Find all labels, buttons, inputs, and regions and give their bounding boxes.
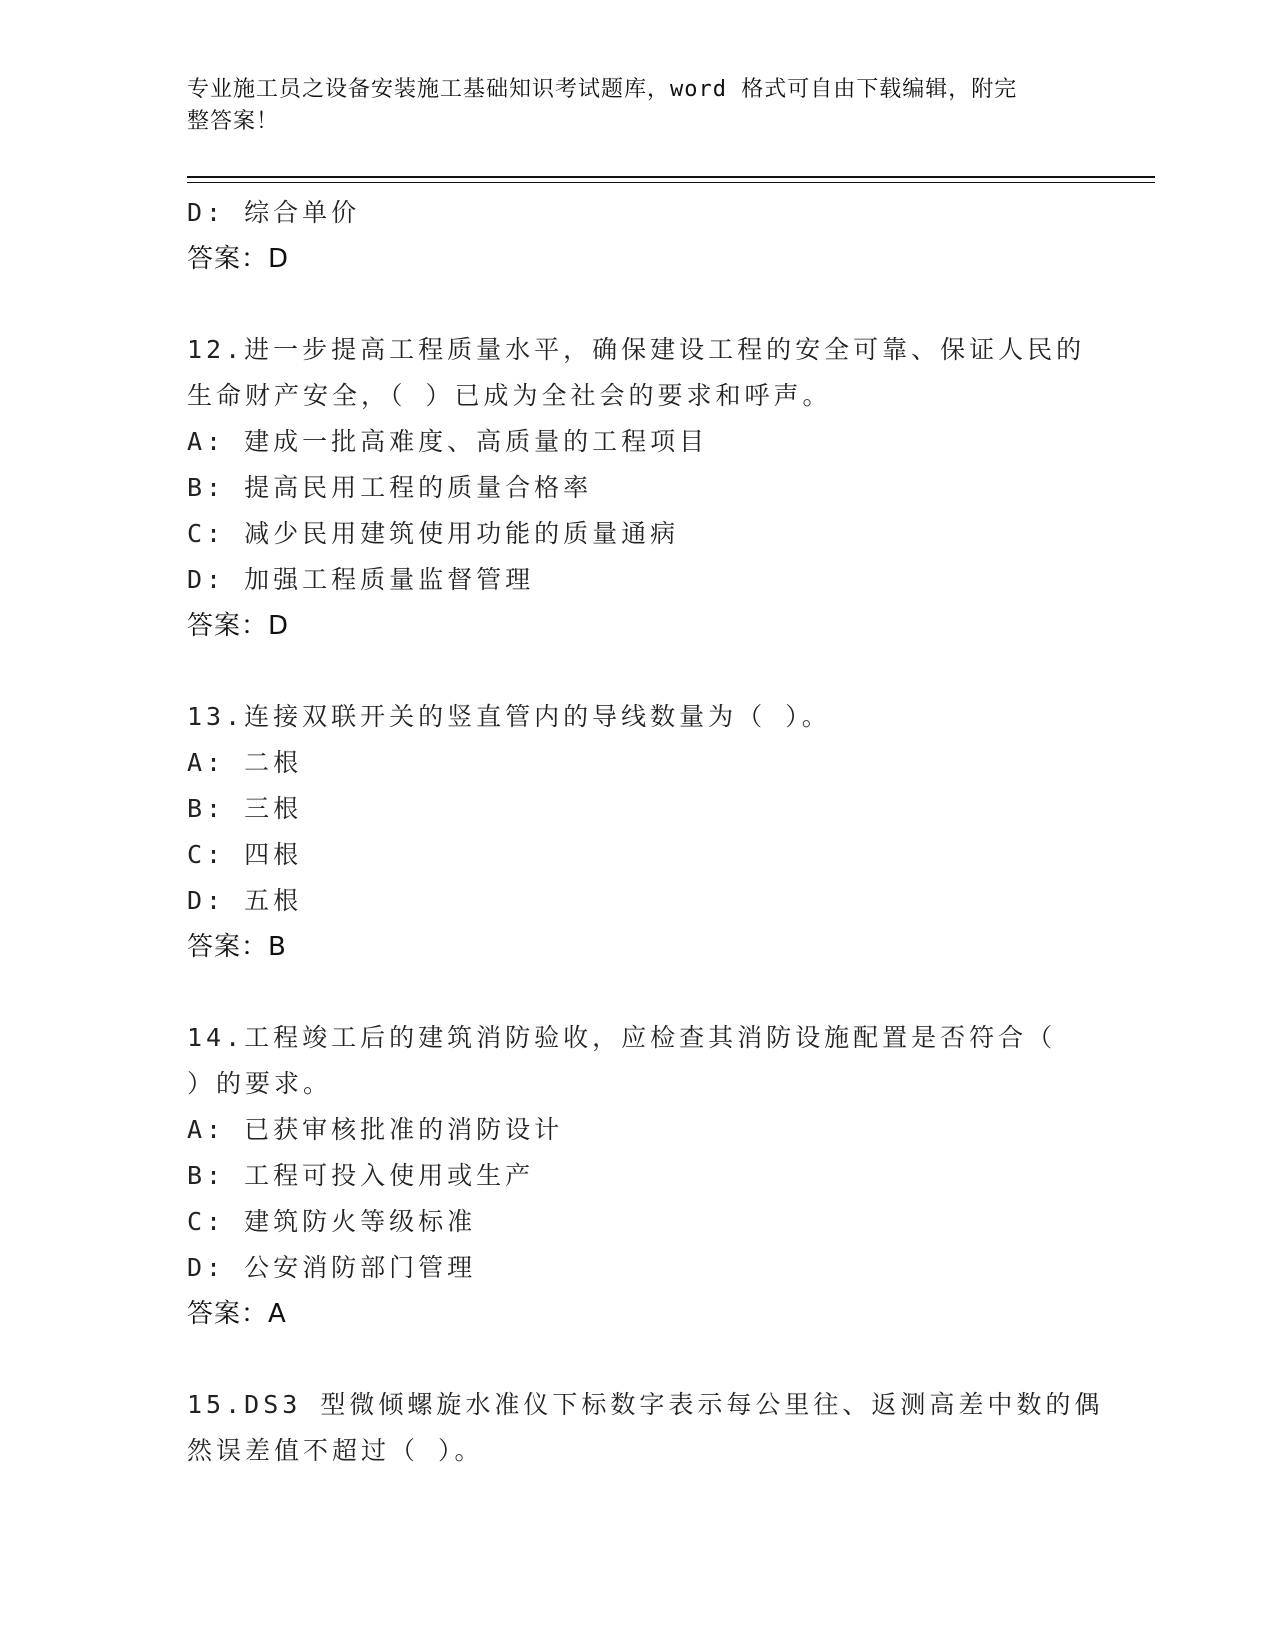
question-stem-line: 然误差值不超过（ ）。 (187, 1436, 484, 1465)
option-a: A: 已获审核批准的消防设计 (187, 1115, 564, 1144)
header-divider-thin (187, 182, 1155, 183)
spacer (187, 649, 1087, 694)
question-stem-line: ）的要求。 (187, 1069, 333, 1098)
question-stem-line: 生命财产安全，（ ）已成为全社会的要求和呼声。 (187, 381, 832, 410)
question-stem-line: 15.DS3 型微倾螺旋水准仪下标数字表示每公里往、返测高差中数的偶 (187, 1390, 1104, 1419)
option-b: B: 三根 (187, 794, 303, 823)
spacer (187, 282, 1087, 327)
option-d: D: 五根 (187, 886, 303, 915)
option-c: C: 减少民用建筑使用功能的质量通病 (187, 519, 680, 548)
answer: 答案：B (187, 932, 287, 962)
spacer (187, 1337, 1087, 1382)
option-b: B: 提高民用工程的质量合格率 (187, 473, 593, 502)
option-b: B: 工程可投入使用或生产 (187, 1161, 535, 1190)
option-c: C: 建筑防火等级标准 (187, 1207, 477, 1236)
spacer (187, 970, 1087, 1015)
option-d: D: 加强工程质量监督管理 (187, 565, 535, 594)
option-a: A: 建成一批高难度、高质量的工程项目 (187, 427, 709, 456)
option-d: D: 公安消防部门管理 (187, 1253, 477, 1282)
header-title-line-2: 整答案！ (187, 109, 280, 134)
header-divider-thick (187, 176, 1155, 178)
option-a: A: 二根 (187, 748, 303, 777)
prev-answer: 答案：D (187, 244, 290, 274)
answer: 答案：A (187, 1299, 287, 1329)
question-14 (187, 1015, 1087, 1337)
answer: 答案：D (187, 611, 290, 641)
question-stem-line: 13.连接双联开关的竖直管内的导线数量为（ ）。 (187, 702, 831, 731)
question-15 (187, 1382, 1104, 1474)
option-c: C: 四根 (187, 840, 303, 869)
prev-option-d: D: 综合单价 (187, 198, 361, 227)
question-12 (187, 327, 1087, 649)
question-13 (187, 694, 1087, 970)
question-stem-line: 14.工程竣工后的建筑消防验收，应检查其消防设施配置是否符合（ (187, 1023, 1057, 1052)
question-stem-line: 12.进一步提高工程质量水平，确保建设工程的安全可靠、保证人民的 (187, 335, 1086, 364)
document-header (187, 74, 1077, 138)
question-list (187, 190, 1104, 1474)
header-title-line-1: 专业施工员之设备安装施工基础知识考试题库，word 格式可自由下载编辑，附完 (187, 77, 1018, 102)
